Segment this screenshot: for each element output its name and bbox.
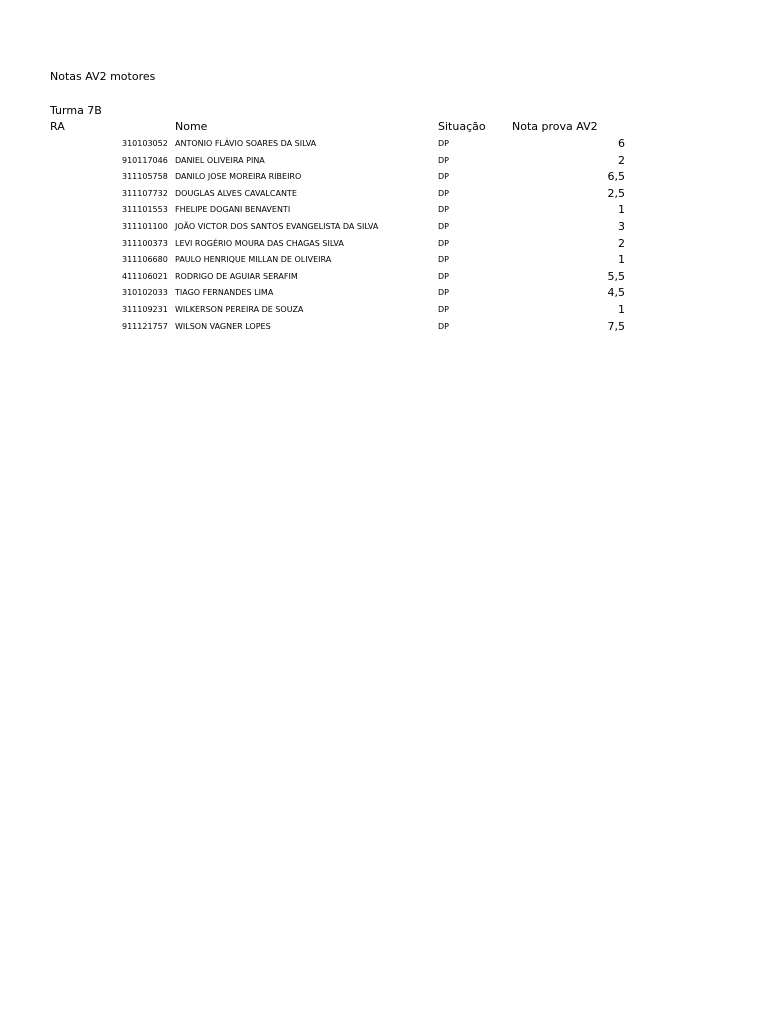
student-status: DP: [438, 205, 449, 215]
table-row: [0, 169, 768, 186]
table-row: [0, 219, 768, 236]
student-name: DOUGLAS ALVES CAVALCANTE: [175, 188, 297, 198]
student-status: DP: [438, 188, 449, 198]
document-title: Notas AV2 motores: [50, 70, 156, 83]
student-status: DP: [438, 255, 449, 265]
student-grade: 6,5: [607, 170, 625, 184]
table-row: [0, 236, 768, 253]
student-grade: 7,5: [607, 319, 625, 333]
table-row: [0, 285, 768, 302]
class-label: Turma 7B: [50, 104, 102, 117]
student-status: DP: [438, 238, 449, 248]
table-row: [0, 186, 768, 203]
student-name: JOÃO VICTOR DOS SANTOS EVANGELISTA DA SILVA: [175, 221, 379, 231]
student-ra: 910117046: [122, 155, 168, 165]
student-name: DANIEL OLIVEIRA PINA: [175, 155, 265, 165]
student-name: TIAGO FERNANDES LIMA: [175, 288, 274, 298]
grades-table: [0, 136, 768, 335]
student-name: PAULO HENRIQUE MILLAN DE OLIVEIRA: [175, 255, 332, 265]
student-status: DP: [438, 139, 449, 148]
student-ra: 311101100: [122, 221, 168, 231]
student-name: FHELIPE DOGANI BENAVENTI: [175, 205, 291, 215]
student-ra: 311101553: [122, 205, 168, 215]
student-ra: 411106021: [122, 271, 168, 281]
student-name: WILSON VAGNER LOPES: [175, 321, 271, 331]
header-status: Situação: [438, 120, 486, 133]
student-status: DP: [438, 221, 449, 231]
student-ra: 310103052: [122, 139, 168, 148]
student-grade: 5,5: [607, 269, 625, 283]
student-ra: 311107732: [122, 188, 168, 198]
student-grade: 6: [618, 137, 625, 150]
student-name: ANTONIO FLÁVIO SOARES DA SILVA: [175, 139, 317, 148]
student-ra: 311100373: [122, 238, 168, 248]
table-row: [0, 202, 768, 219]
student-grade: 2: [618, 153, 625, 167]
student-status: DP: [438, 155, 449, 165]
student-status: DP: [438, 271, 449, 281]
student-name: RODRIGO DE AGUIAR SERAFIM: [175, 271, 298, 281]
header-name: Nome: [175, 120, 208, 133]
student-ra: 311106680: [122, 255, 168, 265]
student-ra: 310102033: [122, 288, 168, 298]
table-row: [0, 319, 768, 336]
table-row: [0, 136, 768, 153]
student-grade: 4,5: [607, 286, 625, 300]
student-name: LEVI ROGÉRIO MOURA DAS CHAGAS SILVA: [175, 238, 344, 248]
student-status: DP: [438, 288, 449, 298]
student-status: DP: [438, 321, 449, 331]
table-row: [0, 302, 768, 319]
student-ra: 311105758: [122, 172, 168, 182]
table-row: [0, 153, 768, 170]
header-ra: RA: [50, 120, 65, 133]
student-ra: 911121757: [122, 321, 168, 331]
student-name: DANILO JOSE MOREIRA RIBEIRO: [175, 172, 302, 182]
student-grade: 3: [618, 219, 625, 233]
student-name: WILKERSON PEREIRA DE SOUZA: [175, 304, 304, 314]
student-grade: 1: [618, 253, 625, 267]
student-status: DP: [438, 172, 449, 182]
student-ra: 311109231: [122, 304, 168, 314]
student-grade: 2,5: [607, 186, 625, 200]
student-status: DP: [438, 304, 449, 314]
table-row: [0, 269, 768, 286]
student-grade: 2: [618, 236, 625, 250]
table-row: [0, 252, 768, 269]
student-grade: 1: [618, 302, 625, 316]
student-grade: 1: [618, 203, 625, 217]
header-grade: Nota prova AV2: [512, 120, 598, 133]
